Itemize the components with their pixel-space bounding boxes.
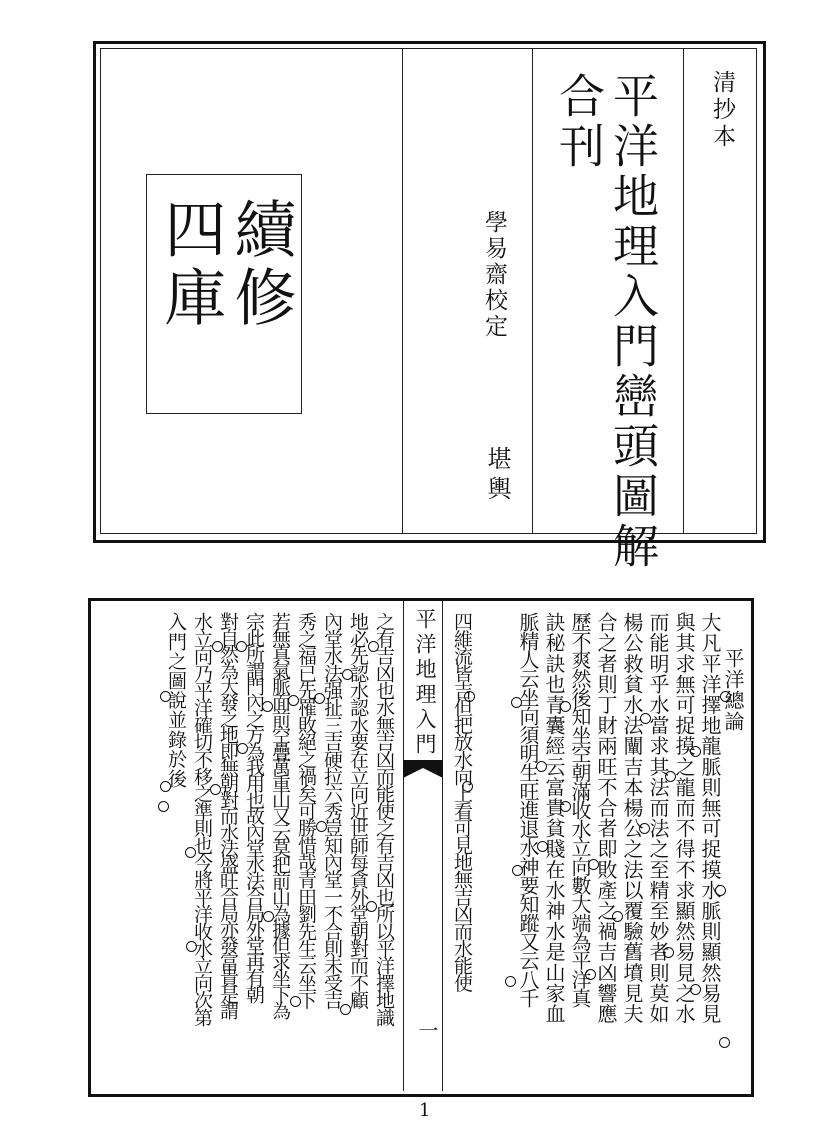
punctuation-circle xyxy=(512,865,523,876)
punctuation-circle xyxy=(160,781,171,792)
page-number: 1 xyxy=(419,1100,431,1121)
punctuation-circle xyxy=(185,847,196,858)
punctuation-circle xyxy=(588,859,599,870)
edition-label: 清抄本 xyxy=(709,70,735,151)
punctuation-circle xyxy=(366,901,377,912)
punctuation-circle xyxy=(158,801,169,812)
series-label: 堪輿 xyxy=(483,446,511,506)
punctuation-circle xyxy=(640,713,651,724)
book-subtitle: 合刊 xyxy=(552,72,606,172)
punctuation-circle xyxy=(719,1037,730,1048)
text-column: 而能明乎水當求其法而法之至精至妙者則莫如 xyxy=(646,612,670,1024)
punctuation-circle xyxy=(505,976,516,987)
punctuation-circle xyxy=(290,996,301,1007)
seal-text-left: 四庫 xyxy=(154,197,227,333)
punctuation-circle xyxy=(511,697,522,708)
text-column: 脈精人云坐向須明生旺進退水神要知蹤又云八千 xyxy=(516,612,540,1007)
text-column: 四維流皆吉但把放水向上看可見地無吉凶而水能使 xyxy=(451,612,473,991)
punctuation-circle xyxy=(160,691,171,702)
fish-tail-mark xyxy=(403,760,443,780)
folio-number: 一 xyxy=(415,1020,439,1040)
punctuation-circle xyxy=(316,821,327,832)
punctuation-circle xyxy=(585,969,596,980)
punctuation-circle xyxy=(639,823,650,834)
punctuation-circle xyxy=(464,691,475,702)
text-column: 合之者則丁財兩旺不合者即敗產之禍吉凶響應 xyxy=(594,612,618,1024)
punctuation-circle xyxy=(314,693,325,704)
text-column: 對自然為大發之地即無朝對而水法盛旺合局亦發富貴是謂 xyxy=(217,612,239,1018)
cover-divider xyxy=(402,48,403,534)
text-column: 宗此所謂門內之方為我用也故內堂水法合局外堂再有朝 xyxy=(243,612,265,1001)
text-column: 大凡平洋擇地龍脈則無可捉摸水脈則顯然易見 xyxy=(698,612,722,1024)
cover-divider xyxy=(683,48,684,534)
seal-stamp xyxy=(146,174,302,414)
editor-credit: 學易齋校定 xyxy=(481,210,507,340)
text-column: 歷不爽然後知坐空朝滿收水立向數大端為平洋真 xyxy=(568,612,592,1007)
punctuation-circle xyxy=(262,701,273,712)
text-column: 之有吉凶也水無吉凶而能使之有吉凶也所以平洋擇地識 xyxy=(373,612,395,1025)
text-column: 入門之圖說並錄於後 xyxy=(165,612,187,789)
text-column: 地必先認水認水要在立向近世師每貪外堂朝對而不顧 xyxy=(347,612,369,1008)
punctuation-circle xyxy=(690,984,701,995)
punctuation-circle xyxy=(690,746,701,757)
punctuation-circle xyxy=(560,801,571,812)
text-column: 水立向乃平洋確切不移之準則也今將平洋收水立向次第 xyxy=(191,612,213,1025)
text-column: 若無真氣脈面前空疊萬重山又云莫把前山為據但求坐下為 xyxy=(269,612,291,1018)
punctuation-circle xyxy=(537,841,548,852)
punctuation-circle xyxy=(237,743,248,754)
punctuation-circle xyxy=(560,701,571,712)
text-column: 訣秘訣也青囊經云富貴貧賤在水神水是山家血 xyxy=(542,612,566,1024)
punctuation-circle xyxy=(186,941,197,952)
punctuation-circle xyxy=(368,641,379,652)
punctuation-circle xyxy=(665,771,676,782)
punctuation-circle xyxy=(536,761,547,772)
text-column: 與其求無可捉摸之龍而不得不求顯然易見之水 xyxy=(672,612,696,1024)
punctuation-circle xyxy=(212,641,223,652)
punctuation-circle xyxy=(340,1004,351,1015)
center-title: 平洋地理入門 xyxy=(413,608,437,758)
punctuation-circle xyxy=(462,781,473,792)
punctuation-circle xyxy=(263,911,274,922)
punctuation-circle xyxy=(236,641,247,652)
text-column: 楊公救貧水法闡吉本楊公之法以覆驗舊墳見夫 xyxy=(620,612,644,1024)
punctuation-circle xyxy=(342,669,353,680)
punctuation-circle xyxy=(715,885,726,896)
cover-divider xyxy=(532,48,533,534)
punctuation-circle xyxy=(663,947,674,958)
text-column: 秀之福已先罹敗絕之禍矣可勝惜哉青田劉先生云坐下 xyxy=(295,612,317,1008)
punctuation-circle xyxy=(720,691,731,702)
punctuation-circle xyxy=(612,911,623,922)
section-heading: 平洋總論 xyxy=(721,648,745,732)
seal-text-right: 續修 xyxy=(224,197,297,333)
text-column: 內堂水法强扯三吉硬拉六秀豈知內堂一不合則未受吉 xyxy=(321,612,343,1008)
punctuation-circle xyxy=(210,784,221,795)
punctuation-circle xyxy=(288,695,299,706)
book-title: 平洋地理入門巒頭圖解 xyxy=(606,72,660,572)
